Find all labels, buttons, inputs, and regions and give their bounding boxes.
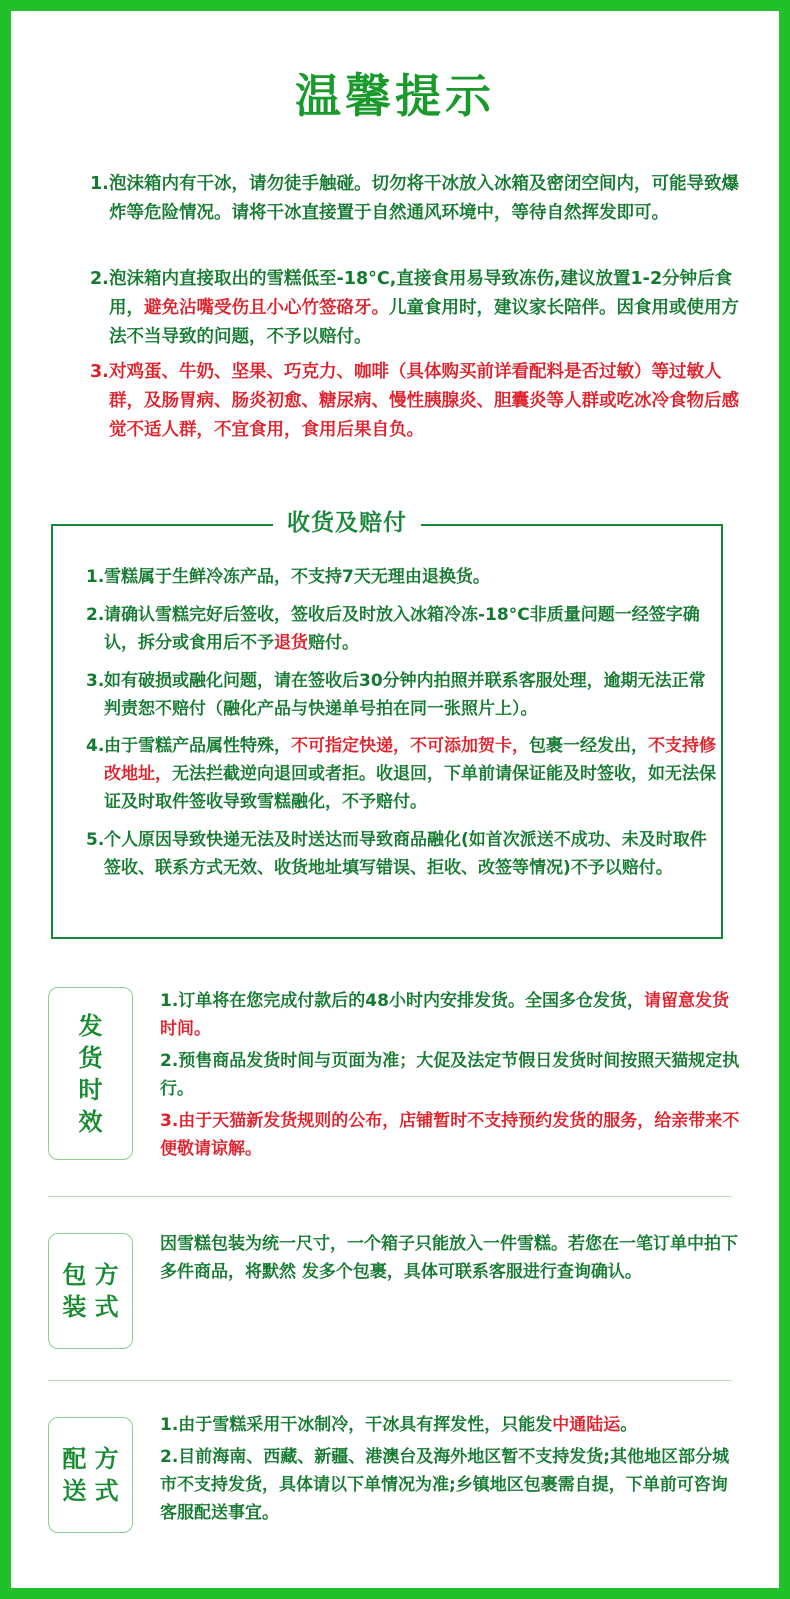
claims-text-part: 包裹一经发出， [529, 736, 648, 756]
notice-text: 对鸡蛋、牛奶、坚果、巧克力、咖啡（具体购买前详看配料是否过敏）等过敏人群，及肠胃病、肠炎初愈、糖尿病、慢性胰腺炎、胆囊炎等人群或吃冰冷食物后感觉不适人群，不宜食用，食用后果自负。 [109, 362, 739, 440]
notice-item [90, 358, 740, 445]
notice-item [90, 170, 740, 228]
packaging-label-line: 装 式 [62, 1293, 119, 1321]
shipping-item [160, 987, 740, 1043]
claims-number: 5. [86, 830, 105, 850]
claims-text [86, 732, 716, 816]
delivery-warning-text: 中通陆运 [552, 1415, 621, 1435]
claims-title-text: 收货及赔付 [273, 503, 421, 543]
delivery-label [48, 1417, 133, 1533]
packaging-label-line: 包 方 [62, 1261, 119, 1289]
delivery-item: 2.目前海南、西藏、新疆、港澳台及海外地区暂不支持发货;其他地区部分城市不支持发货，具体请以下单情况为准;乡镇地区包裹需自提，下单前可咨询客服配送事宜。 [160, 1447, 730, 1523]
delivery-label-line: 配 方 [62, 1445, 119, 1473]
claims-number: 1. [86, 567, 105, 587]
notice-number: 3. [90, 362, 109, 382]
claims-item [86, 732, 716, 816]
notice-text [90, 265, 740, 352]
claims-text: 如有破损或融化问题，请在签收后30分钟内拍照并联系客服处理，逾期无法正常判责恕不赔付（融化产品与快递单号拍在同一张照片上）。 [104, 671, 706, 719]
claims-text-part: 请确认雪糕完好后签收，签收后及时放入冰箱冷冻-18°C非质量问题一经签字确认，拆分或食用后不予 [104, 605, 700, 653]
claims-item [86, 667, 716, 723]
shipping-warning-text: 请留意发货时间。 [160, 991, 729, 1039]
packaging-text: 因雪糕包装为统一尺寸，一个箱子只能放入一件雪糕。若您在一笔订单中拍下多件商品，将默然 发多个包裹，具体可联系客服进行查询确认。 [160, 1234, 738, 1282]
claims-item [86, 563, 716, 591]
packaging-label [48, 1233, 133, 1349]
claims-number: 4. [86, 736, 105, 756]
delivery-text-part: 1.由于雪糕采用干冰制冷，干冰具有挥发性，只能发 [160, 1415, 553, 1435]
delivery-text-part: 。 [620, 1415, 638, 1435]
claims-text: 个人原因导致快递无法及时送达而导致商品融化(如首次派送不成功、未及时取件签收、联系方式无效、收货地址填写错误、拒收、改签等情况)不予以赔付。 [104, 830, 707, 878]
shipping-label [48, 987, 133, 1160]
claims-warning-text: 退货 [274, 633, 308, 653]
shipping-item: 2.预售商品发货时间与页面为准；大促及法定节假日发货时间按照天猫规定执行。 [160, 1051, 740, 1099]
shipping-text-part: 1.订单将在您完成付款后的48小时内安排发货。全国多仓发货， [160, 991, 644, 1011]
claims-number: 3. [86, 671, 105, 691]
claims-warning-text: 不可指定快递，不可添加贺卡， [291, 736, 529, 756]
notice-number: 1. [90, 174, 109, 194]
claims-text: 雪糕属于生鲜冷冻产品，不支持7天无理由退换货。 [104, 567, 490, 587]
notice-text-part: 泡沫箱内直接取出的雪糕低至-18°C,直接食用易导致冻伤,建议放置1-2分钟后食用， [109, 269, 733, 318]
shipping-label-char: 发 [78, 1011, 103, 1040]
shipping-label-char: 效 [78, 1107, 103, 1136]
claims-number: 2. [86, 605, 105, 625]
claims-text [86, 601, 716, 657]
claims-text-part: 赔付。 [308, 633, 359, 653]
delivery-label-line: 送 式 [62, 1477, 119, 1505]
claims-item [86, 826, 716, 882]
section-divider [48, 1196, 732, 1197]
notice-text: 泡沫箱内有干冰，请勿徒手触碰。切勿将干冰放入冰箱及密闭空间内，可能导致爆炸等危险情况。请将干冰直接置于自然通风环境中，等待自然挥发即可。 [109, 174, 739, 223]
claims-warning-text: 不支持修改地址， [104, 736, 716, 784]
shipping-label-char: 时 [78, 1075, 103, 1104]
page-title: 温馨提示 [295, 69, 495, 123]
notice-number: 2. [90, 269, 109, 289]
claims-title [11, 503, 683, 543]
notice-item [90, 265, 740, 352]
shipping-item: 3.由于天猫新发货规则的公布，店铺暂时不支持预约发货的服务，给亲带来不便敬请谅解。 [160, 1111, 740, 1159]
claims-text-part: 无法拦截逆向退回或者拒。收退回，下单前请保证能及时签收，如无法保证及时取件签收导致雪糕融化，不予赔付。 [104, 764, 716, 812]
claims-item [86, 601, 716, 657]
section-divider [48, 1380, 732, 1381]
delivery-item [160, 1411, 740, 1439]
claims-text-part: 由于雪糕产品属性特殊， [104, 736, 291, 756]
notice-warning-text: 避免沾嘴受伤且小心竹签硌牙。 [144, 298, 389, 318]
notice-text-part: 儿童食用时，建议家长陪伴。因食用或使用方法不当导致的问题，不予以赔付。 [109, 298, 739, 347]
shipping-label-char: 货 [78, 1043, 103, 1072]
